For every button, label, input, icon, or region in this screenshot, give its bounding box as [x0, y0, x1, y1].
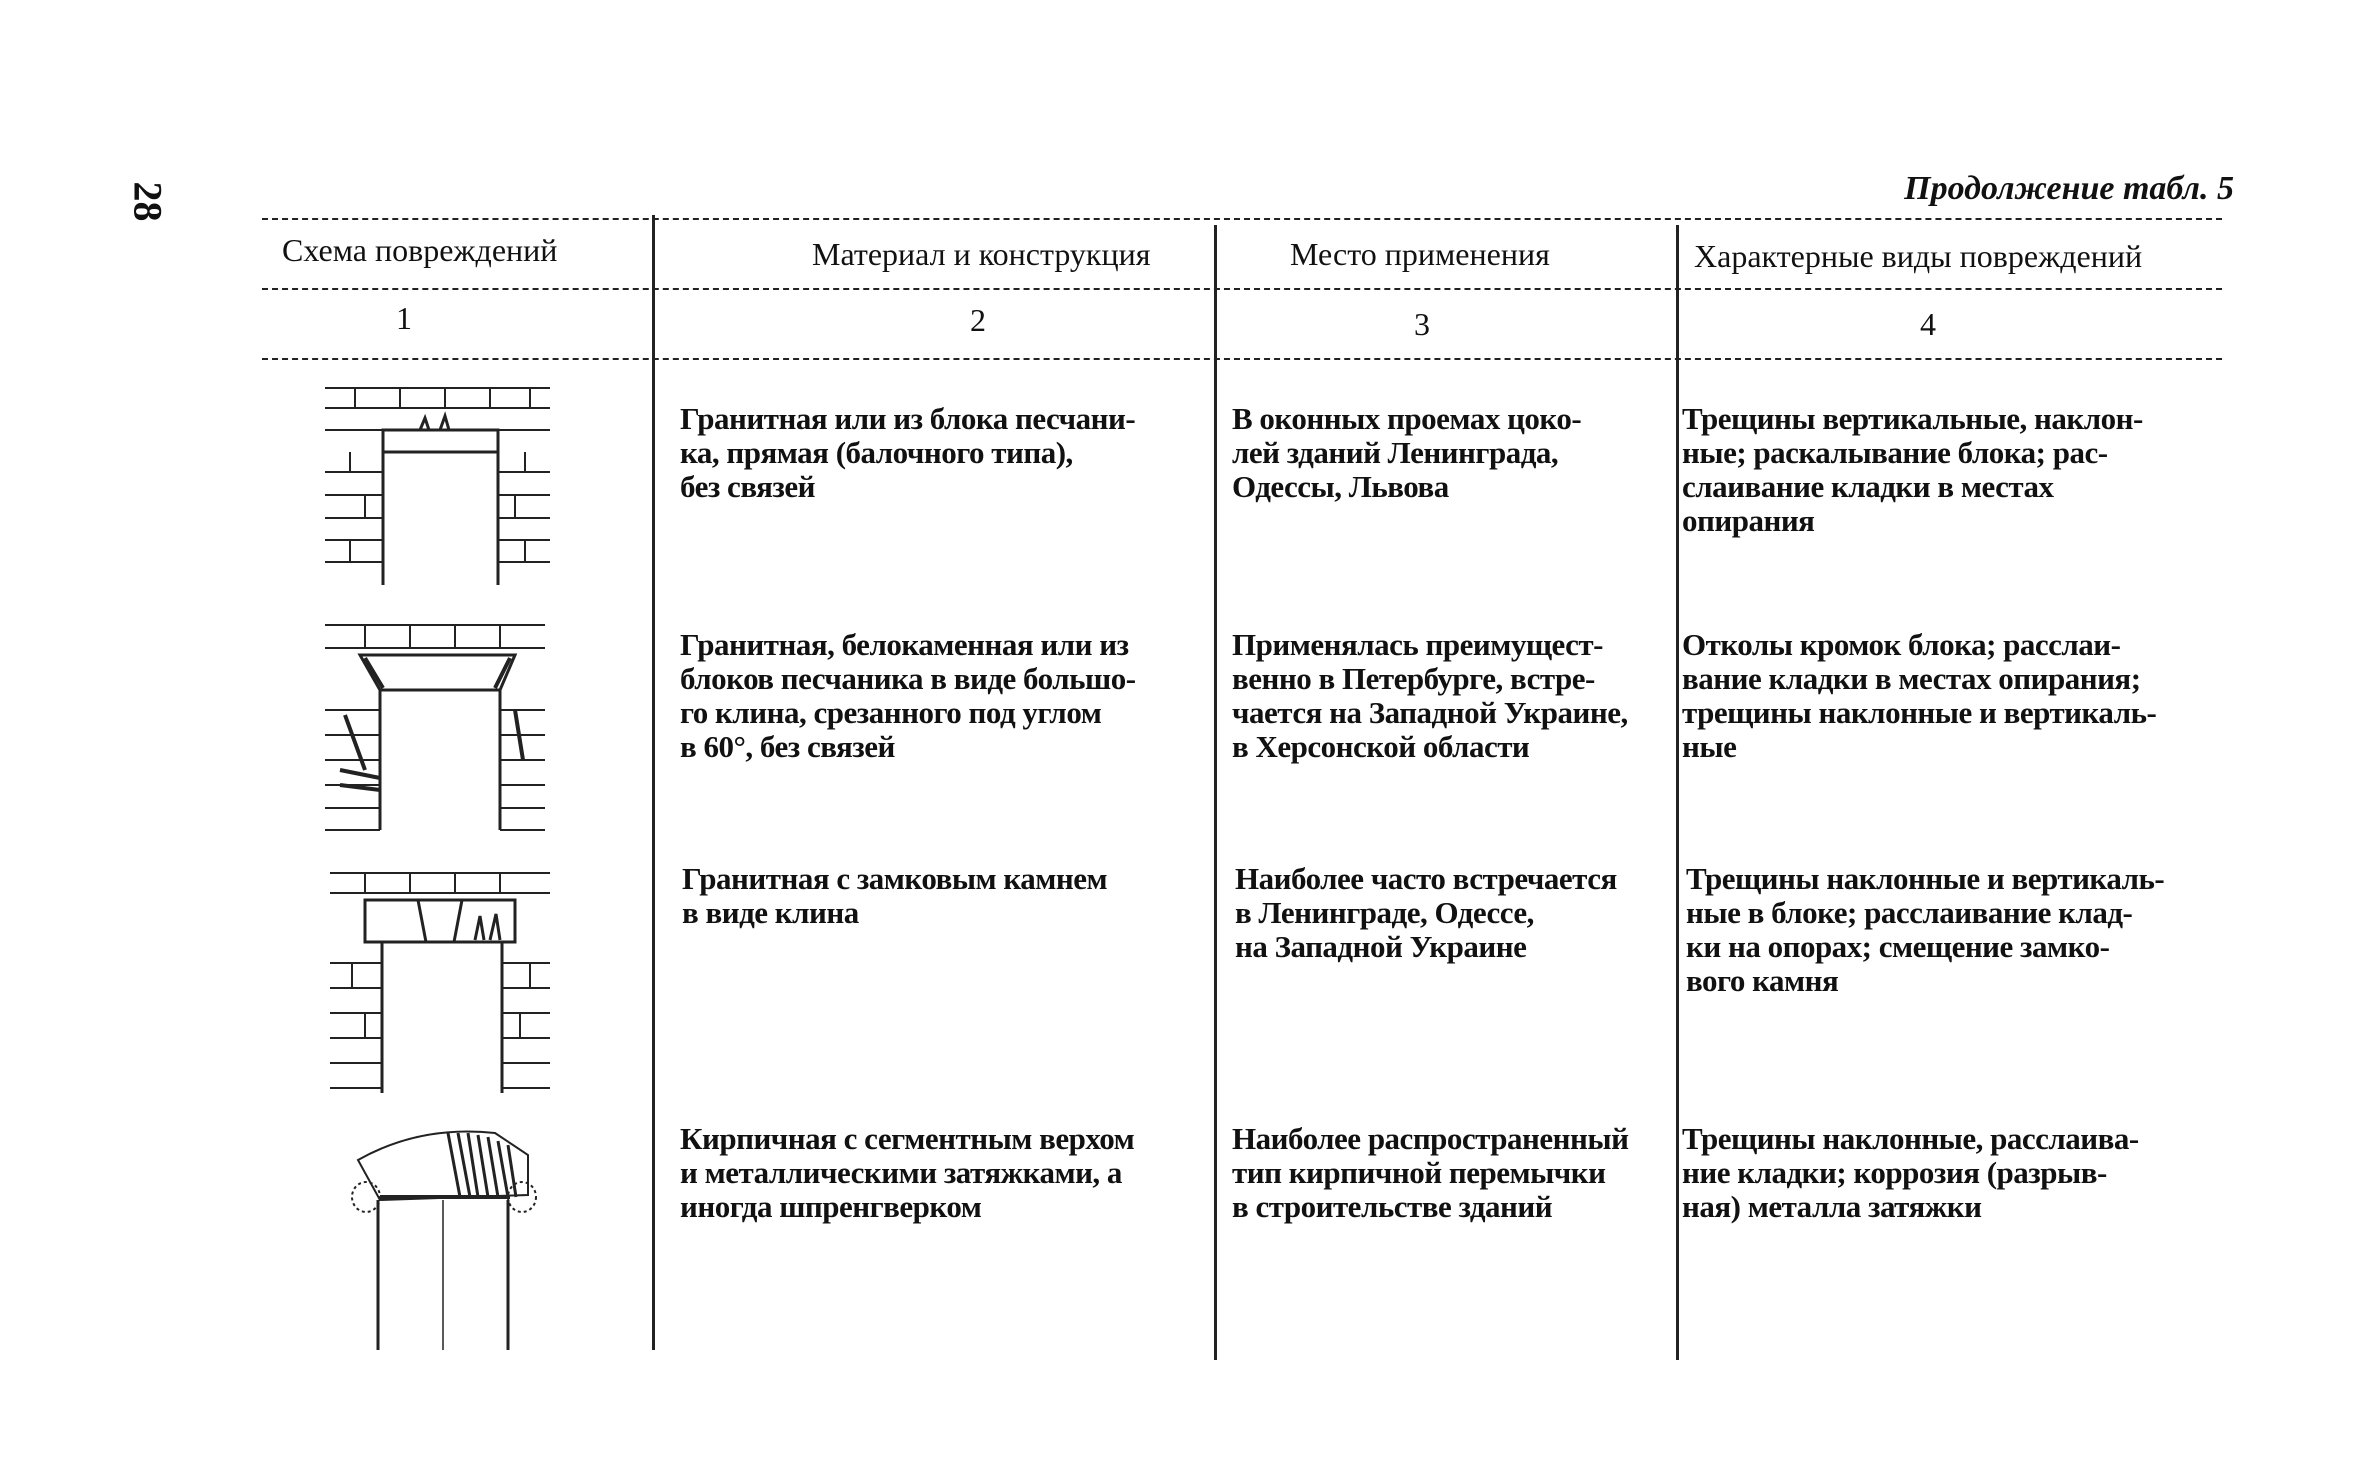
- column-number-2: 2: [970, 302, 986, 338]
- row3-place: Наиболее часто встречается в Ленинграде, Одессе, на Западной Украине: [1235, 861, 1617, 964]
- row4-damage: Трещины наклонные, расслаива- ние кладки; коррозия (разрыв- ная) металла затяжки: [1682, 1121, 2139, 1224]
- row3-damage: Трещины наклонные и вертикаль- ные в блоке; расслаивание клад- ки на опорах; смещение замко- вого камня: [1686, 861, 2165, 998]
- table-top-rule: [262, 218, 2222, 220]
- header-bottom-rule: [262, 288, 2222, 290]
- wedge-lintel-scheme: [325, 620, 555, 835]
- row2-material: Гранитная, белокаменная или из блоков песчаника в виде большо- го клина, срезанного под углом в 60°, без связей: [680, 627, 1136, 764]
- header-scheme: Схема повреждений: [282, 232, 558, 268]
- column-number-4: 4: [1920, 306, 1936, 342]
- segmental-arch-scheme: [350, 1125, 540, 1355]
- row2-damage: Отколы кромок блока; расслаи- вание кладки в местах опирания; трещины наклонные и вертикаль- ные: [1682, 627, 2157, 764]
- column-divider-1: [652, 215, 655, 1350]
- page-number: 28: [125, 181, 171, 222]
- column-divider-3: [1676, 225, 1679, 1360]
- column-number-3: 3: [1414, 306, 1430, 342]
- row1-place: В оконных проемах цоко- лей зданий Ленинграда, Одессы, Львова: [1232, 401, 1582, 504]
- row3-material: Гранитная с замковым камнем в виде клина: [682, 861, 1108, 930]
- row4-material: Кирпичная с сегментным верхом и металлическими затяжками, а иногда шпренгверком: [680, 1121, 1135, 1224]
- row4-place: Наиболее распространенный тип кирпичной перемычки в строительстве зданий: [1232, 1121, 1629, 1224]
- numbers-bottom-rule: [262, 358, 2222, 360]
- table-caption: Продолжение табл. 5: [1904, 170, 2234, 207]
- header-place: Место применения: [1290, 236, 1550, 272]
- header-material: Материал и конструкция: [812, 236, 1151, 272]
- straight-lintel-scheme: [325, 380, 555, 590]
- header-damage: Характерные виды повреждений: [1694, 238, 2143, 274]
- row1-material: Гранитная или из блока песчани- ка, прямая (балочного типа), без связей: [680, 401, 1136, 504]
- row2-place: Применялась преимущест- венно в Петербурге, встре- чается на Западной Украине, в Херсонской области: [1232, 627, 1628, 764]
- keystone-lintel-scheme: [330, 868, 560, 1098]
- column-number-1: 1: [396, 300, 412, 336]
- row1-damage: Трещины вертикальные, наклон- ные; раскалывание блока; рас- слаивание кладки в местах опирания: [1682, 401, 2143, 538]
- column-divider-2: [1214, 225, 1217, 1360]
